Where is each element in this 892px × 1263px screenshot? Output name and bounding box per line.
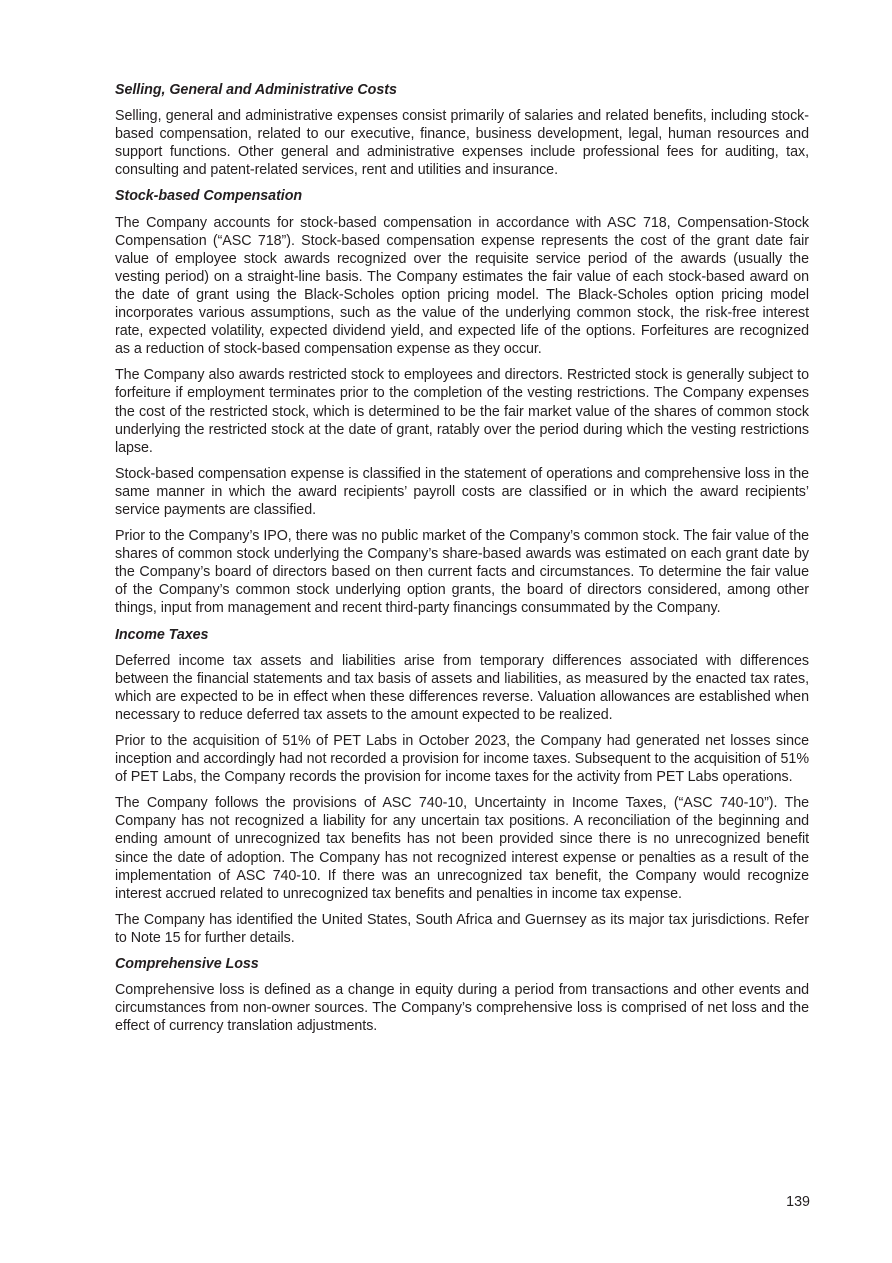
section-heading: Comprehensive Loss bbox=[115, 956, 259, 973]
page-number: 139 bbox=[786, 1194, 810, 1210]
paragraph: Stock-based compensation expense is classified in the statement of operations and comprehensive loss in the same manner in which the award recipients’ payroll costs are classified or in which the award recipients’ service payments are classified. bbox=[115, 465, 809, 518]
paragraph: Selling, general and administrative expenses consist primarily of salaries and related benefits, including stock-based compensation, related to our executive, finance, business development, legal, human resources and support functions. Other general and administrative expenses include professional fees for auditing, tax, consulting and patent-related services, rent and utilities and insurance. bbox=[115, 108, 809, 179]
paragraph: Deferred income tax assets and liabilities arise from temporary differences associated with differences between the financial statements and tax basis of assets and liabilities, as measured by the enacted tax rates, which are expected to be in effect when these differences reverse. Valuation allowances are established when necessary to reduce deferred tax assets to the amount expected to be realized. bbox=[115, 652, 809, 723]
section-income-taxes bbox=[115, 626, 809, 948]
paragraph: Comprehensive loss is defined as a change in equity during a period from transactions and other events and circumstances from non-owner sources. The Company’s comprehensive loss is comprised of net loss and the effect of currency translation adjustments. bbox=[115, 982, 809, 1035]
section-heading: Stock-based Compensation bbox=[115, 188, 303, 205]
section-stock-based-compensation bbox=[115, 187, 809, 617]
paragraph: The Company follows the provisions of ASC 740-10, Uncertainty in Income Taxes, (“ASC 740-10”). The Company has not recognized a liability for any uncertain tax positions. A reconciliation of the beginning and ending amount of unrecognized tax benefits has not been provided since there is no unrecognized benefit since the date of adoption. The Company has not recognized interest expense or penalties as a result of the implementation of ASC 740-10. If there was an unrecognized tax benefit, the Company would recognize interest accrued related to unrecognized tax benefits and penalties in income tax expense. bbox=[115, 795, 809, 902]
section-comprehensive-loss bbox=[115, 955, 809, 1035]
section-heading: Income Taxes bbox=[115, 626, 209, 643]
paragraph: The Company has identified the United States, South Africa and Guernsey as its major tax jurisdictions. Refer to Note 15 for further details. bbox=[115, 911, 809, 946]
section-heading: Selling, General and Administrative Costs bbox=[115, 82, 397, 98]
section-sga-costs bbox=[115, 81, 809, 179]
document-page bbox=[115, 81, 809, 1043]
paragraph: The Company also awards restricted stock to employees and directors. Restricted stock is generally subject to forfeiture if employment terminates prior to the completion of the vesting restrictions. The Company expenses the cost of the restricted stock, which is determined to be the fair market value of the shares of common stock underlying the restricted stock at the date of grant, ratably over the period during which the vesting restrictions lapse. bbox=[115, 367, 809, 456]
paragraph: Prior to the acquisition of 51% of PET Labs in October 2023, the Company had generated net losses since inception and accordingly had not recorded a provision for income taxes. Subsequent to the acquisition of 51% of PET Labs, the Company records the provision for income taxes for the activity from PET Labs operations. bbox=[115, 733, 809, 786]
paragraph: The Company accounts for stock-based compensation in accordance with ASC 718, Compensation-Stock Compensation (“ASC 718”). Stock-based compensation expense represents the cost of the grant date fair value of employee stock awards recognized over the requisite service period of the awards (usually the vesting period) on a straight-line basis. The Company estimates the fair value of each stock-based award on the date of grant using the Black-Scholes option pricing model. The Black-Scholes option pricing model incorporates various assumptions, such as the value of the underlying common stock, the risk-free interest rate, expected volatility, expected dividend yield, and expected life of the options. Forfeitures are recognized as a reduction of stock-based compensation expense as they occur. bbox=[115, 214, 809, 358]
paragraph: Prior to the Company’s IPO, there was no public market of the Company’s common stock. The fair value of the shares of common stock underlying the Company’s share-based awards was estimated on each grant date by the Company’s board of directors based on then current facts and circumstances. To determine the fair value of the Company’s common stock underlying option grants, the board of directors considered, among other things, input from management and recent third-party financings consummated by the Company. bbox=[115, 528, 809, 617]
